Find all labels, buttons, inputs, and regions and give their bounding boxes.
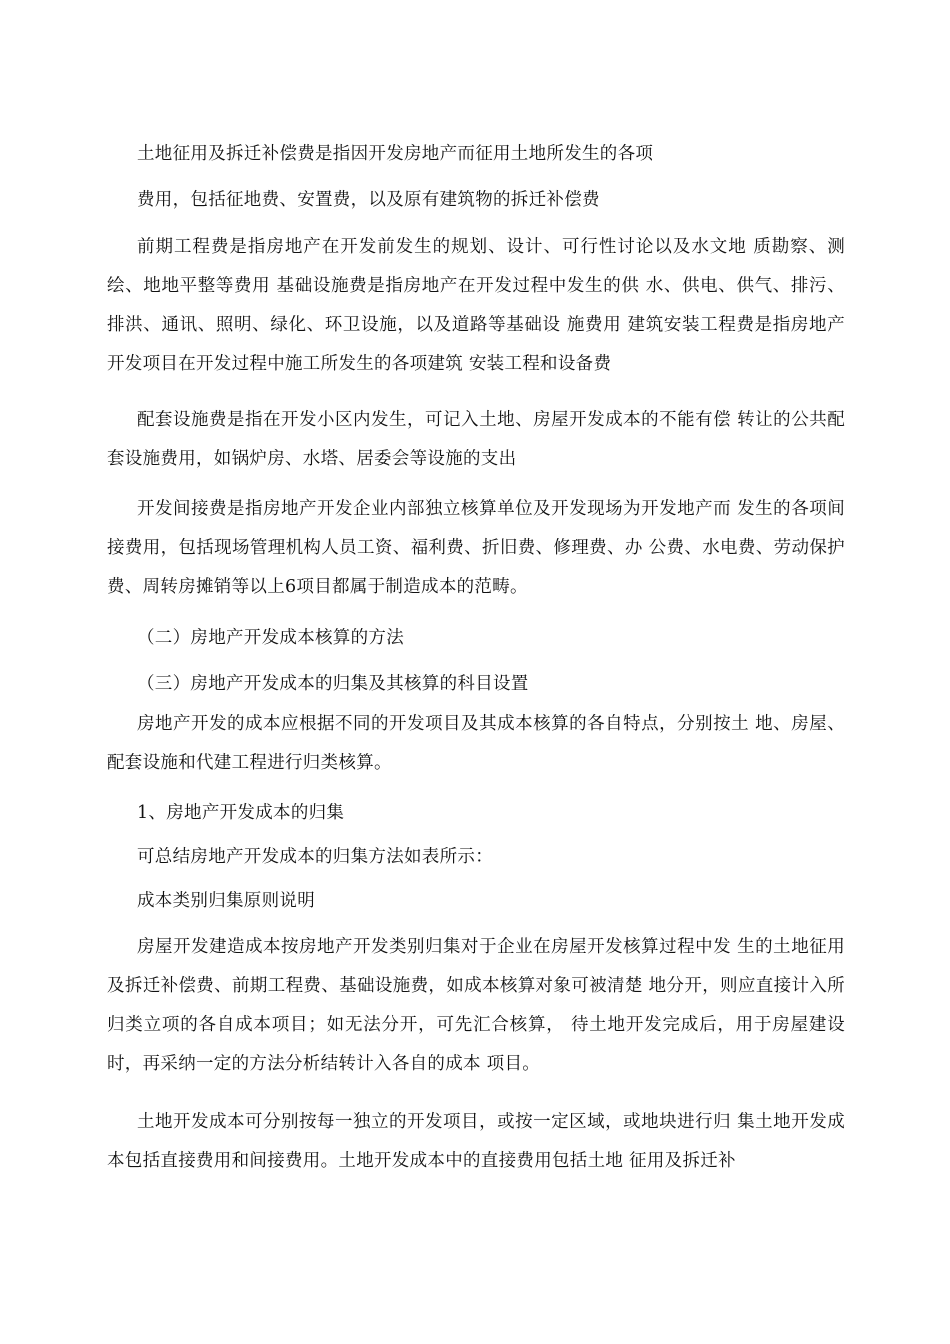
paragraph-land-development-cost: 土地开发成本可分别按每一独立的开发项目，或按一定区域，或地块进行归 集土地开发成本包括直接费用和间接费用。土地开发成本中的直接费用包括土地 征用及拆迁补 [107,1112,845,1171]
paragraph-preliminary-infrastructure-construction: 前期工程费是指房地产在开发前发生的规划、设计、可行性讨论以及水文地 质勘察、测绘、地地平整等费用 基础设施费是指房地产在开发过程中发生的供 水、供电、供气、排污、排洪、通讯、照明、绿化、环卫设施，以及道路等基础设 施费用 建筑安装工程费是指房地产开发项目在开发过程中施工所发生的各项建筑 安装工程和设备费 [107,237,845,374]
paragraph-cost-classification: 房地产开发的成本应根据不同的开发项目及其成本核算的各自特点，分别按土 地、房屋、配套设施和代建工程进行归类核算。 [107,714,845,773]
paragraph-land-acquisition-costs: 费用，包括征地费、安置费，以及原有建筑物的拆迁补偿费 [137,190,600,210]
paragraph-building-construction-cost: 房屋开发建造成本按房地产开发类别归集对于企业在房屋开发核算过程中发 生的土地征用及拆迁补偿费、前期工程费、基础设施费，如成本核算对象可被清楚 地分开，则应直接计入所归类立项的各自成本项目；如无法分开，可先汇合核算， 待土地开发完成后，用于房屋建设时，再采纳一定的方法分析结转计入各自的成本 项目。 [107,937,845,1074]
paragraph-land-acquisition-definition: 土地征用及拆迁补偿费是指因开发房地产而征用土地所发生的各项 [137,144,654,164]
paragraph-collection-method-summary: 可总结房地产开发成本的归集方法如表所示： [137,847,493,867]
table-header-text: 成本类别归集原则说明 [137,891,315,911]
heading-cost-collection-and-accounts: （三）房地产开发成本的归集及其核算的科目设置 [137,674,529,694]
heading-cost-collection: 1、房地产开发成本的归集 [137,803,345,823]
heading-cost-accounting-method: （二）房地产开发成本核算的方法 [137,628,404,648]
paragraph-indirect-costs: 开发间接费是指房地产开发企业内部独立核算单位及开发现场为开发地产而 发生的各项间接费用，包括现场管理机构人员工资、福利费、折旧费、修理费、办 公费、水电费、劳动保护费、周转房摊销等以上6项目都属于制造成本的范畴。 [107,499,845,597]
paragraph-supporting-facilities: 配套设施费是指在开发小区内发生，可记入土地、房屋开发成本的不能有偿 转让的公共配套设施费用，如锅炉房、水塔、居委会等设施的支出 [107,410,845,469]
